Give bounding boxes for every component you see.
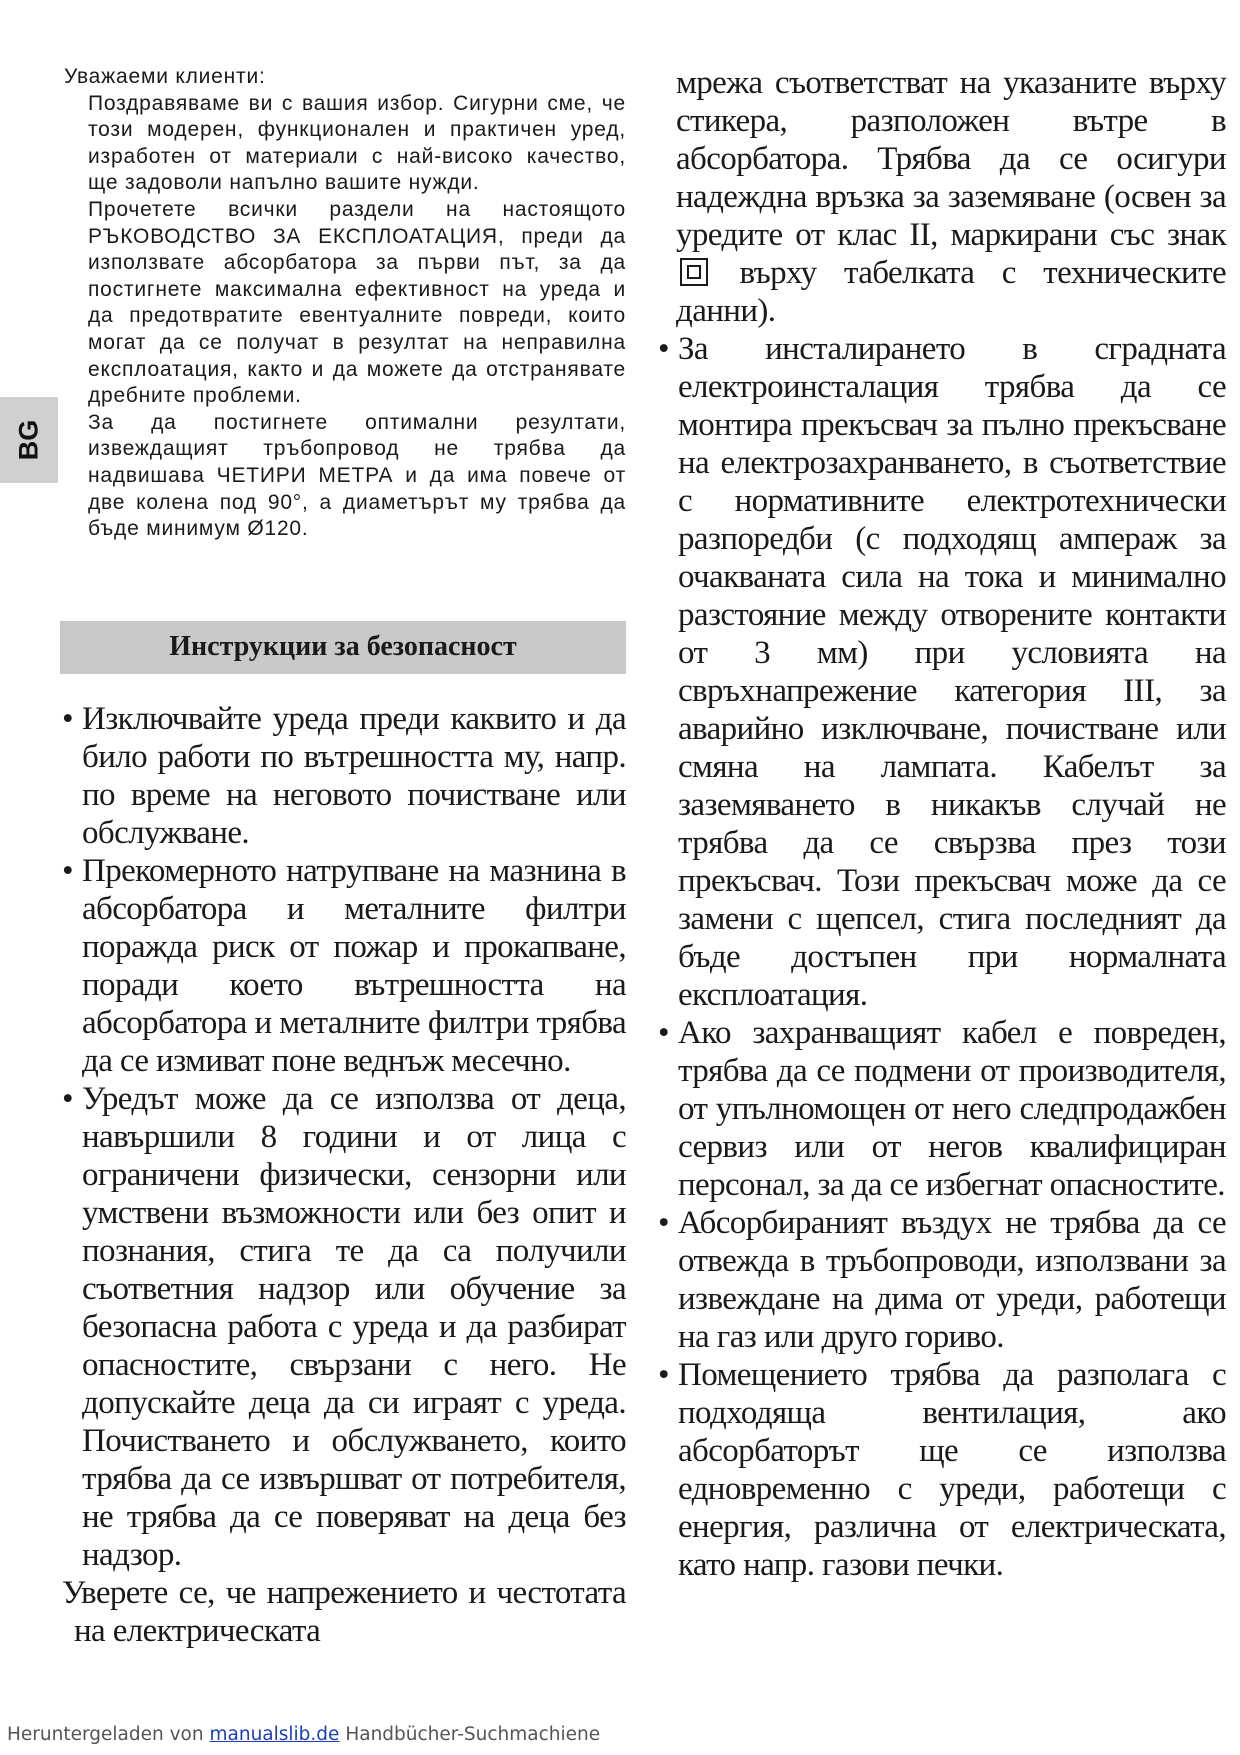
safety-bullet [658, 1014, 1226, 1204]
bullet-text: За инсталирането в сградната електроинсталация трябва да се монтира прекъсвач за пълно прекъсване на електрозахранването, в съответствие с нормативните електротехнически разпоредби (с подходящ ампераж за очакваната сила на тока и минимално разстояние между отворените контакти от 3 мм) при условията на свръхнапрежение категория III, за аварийно изключване, почистване или смяна на лампата. Кабелът за заземяването в никакъв случай не трябва да се свързва през този прекъсвач. Този прекъсвач може да се замени с щепсел, стига последният да бъде достъпен при нормалната експлоатация. [678, 331, 1226, 1013]
double-square-icon [680, 258, 708, 286]
safety-bullet [658, 1204, 1226, 1356]
safety-bullet [62, 1080, 626, 1574]
voltage-text-1: мрежа съответстват на указаните върху стикера, разположен вътре в абсорбатора. Трябва да се осигури надеждна връзка за заземяване (освен за уредите от клас II, маркирани със знак [676, 65, 1226, 253]
bullet-marker: • [62, 701, 73, 737]
bullet-text: Абсорбираният въздух не трябва да се отвежда в тръбопроводи, използвани за извеждане на дима от уреди, работещи на газ или друго гориво. [678, 1205, 1226, 1355]
intro-paragraph: За да постигнете оптимални резултати, извеждащият тръбопровод не трябва да надвишава ЧЕТИРИ МЕТРА и да има повече от две колена под 90°, а диаметърът му трябва да бъде минимум Ø120. [88, 410, 626, 541]
bullet-marker: • [658, 1357, 669, 1393]
intro-paragraph: Прочетете всички раздели на настоящото РЪКОВОДСТВО ЗА ЕКСПЛОАТАЦИЯ, преди да използвате абсорбатора за първи път, за да постигнете максимална ефективност на уреда и да предотвратите евентуалните повреди, които могат да се получат в резултат на неправилна експлоатация, както и да можете да отстранявате дребните проблеми. [88, 197, 626, 408]
voltage-paragraph-continued [676, 64, 1226, 330]
bullet-text: Помещението трябва да разполага с подходяща вентилация, ако абсорбаторът ще се използва едновременно с уреди, работещи с енергия, различна от електрическата, като напр. газови печки. [678, 1357, 1226, 1583]
footer-prefix: Heruntergeladen von [7, 1724, 204, 1745]
bullet-text: Изключвайте уреда преди каквито и да било работи по вътрешността му, напр. по време на неговото почистване или обслужване. [82, 701, 626, 851]
bullet-marker: • [658, 1015, 669, 1051]
bullet-marker: • [658, 331, 669, 367]
greeting: Уважаеми клиенти: [64, 65, 266, 88]
safety-bullet [62, 700, 626, 852]
bullet-text: Ако захранващият кабел е повреден, трябва да се подмени от производителя, от упълномощен от него следпродажбен сервиз или от негов квалифициран персонал, за да се избегнат опасностите. [678, 1015, 1226, 1203]
bullet-text: Прекомерното натрупване на мазнина в абсорбатора и металните филтри поражда риск от пожар и прокапване, поради което вътрешността на абсорбатора и металните филтри трябва да се измиват поне веднъж месечно. [82, 853, 626, 1079]
manualslib-link[interactable]: manualslib.de [209, 1724, 340, 1745]
bullet-marker: • [658, 1205, 669, 1241]
safety-bullet [658, 330, 1226, 1014]
left-column [62, 700, 626, 1650]
safety-heading: Инструкции за безопасност [60, 621, 626, 674]
language-tab-label: BG [13, 419, 44, 461]
footer-suffix: Handbücher-Suchmachiene [345, 1724, 601, 1745]
bullet-text: Уредът може да се използва от деца, навършили 8 години и от лица с ограничени физически, сензорни или умствени възможности или без опит и познания, стига те да са получили съответния надзор или обучение за безопасна работа с уреда и да разбират опасностите, свързани с него. Не допускайте деца да си играят с уреда. Почистването и обслужването, които трябва да се извършват от потребителя, не трябва да се поверяват на деца без надзор. [82, 1081, 626, 1573]
safety-bullet [658, 1356, 1226, 1584]
download-footer [7, 1724, 600, 1745]
intro-section [64, 64, 626, 543]
voltage-text-2: върху табелката с техническите данни). [676, 255, 1226, 329]
bullet-marker: • [62, 1081, 73, 1117]
safety-bullet [62, 852, 626, 1080]
voltage-paragraph: Уверете се, че напрежението и честотата на електрическата [62, 1575, 626, 1649]
right-column [658, 64, 1226, 1584]
language-tab [0, 397, 58, 483]
bullet-marker: • [62, 853, 73, 889]
intro-paragraph: Поздравяваме ви с вашия избор. Сигурни сме, че този модерен, функционален и практичен уред, изработен от материали с най-високо качество, ще задоволи напълно вашите нужди. [88, 91, 626, 195]
